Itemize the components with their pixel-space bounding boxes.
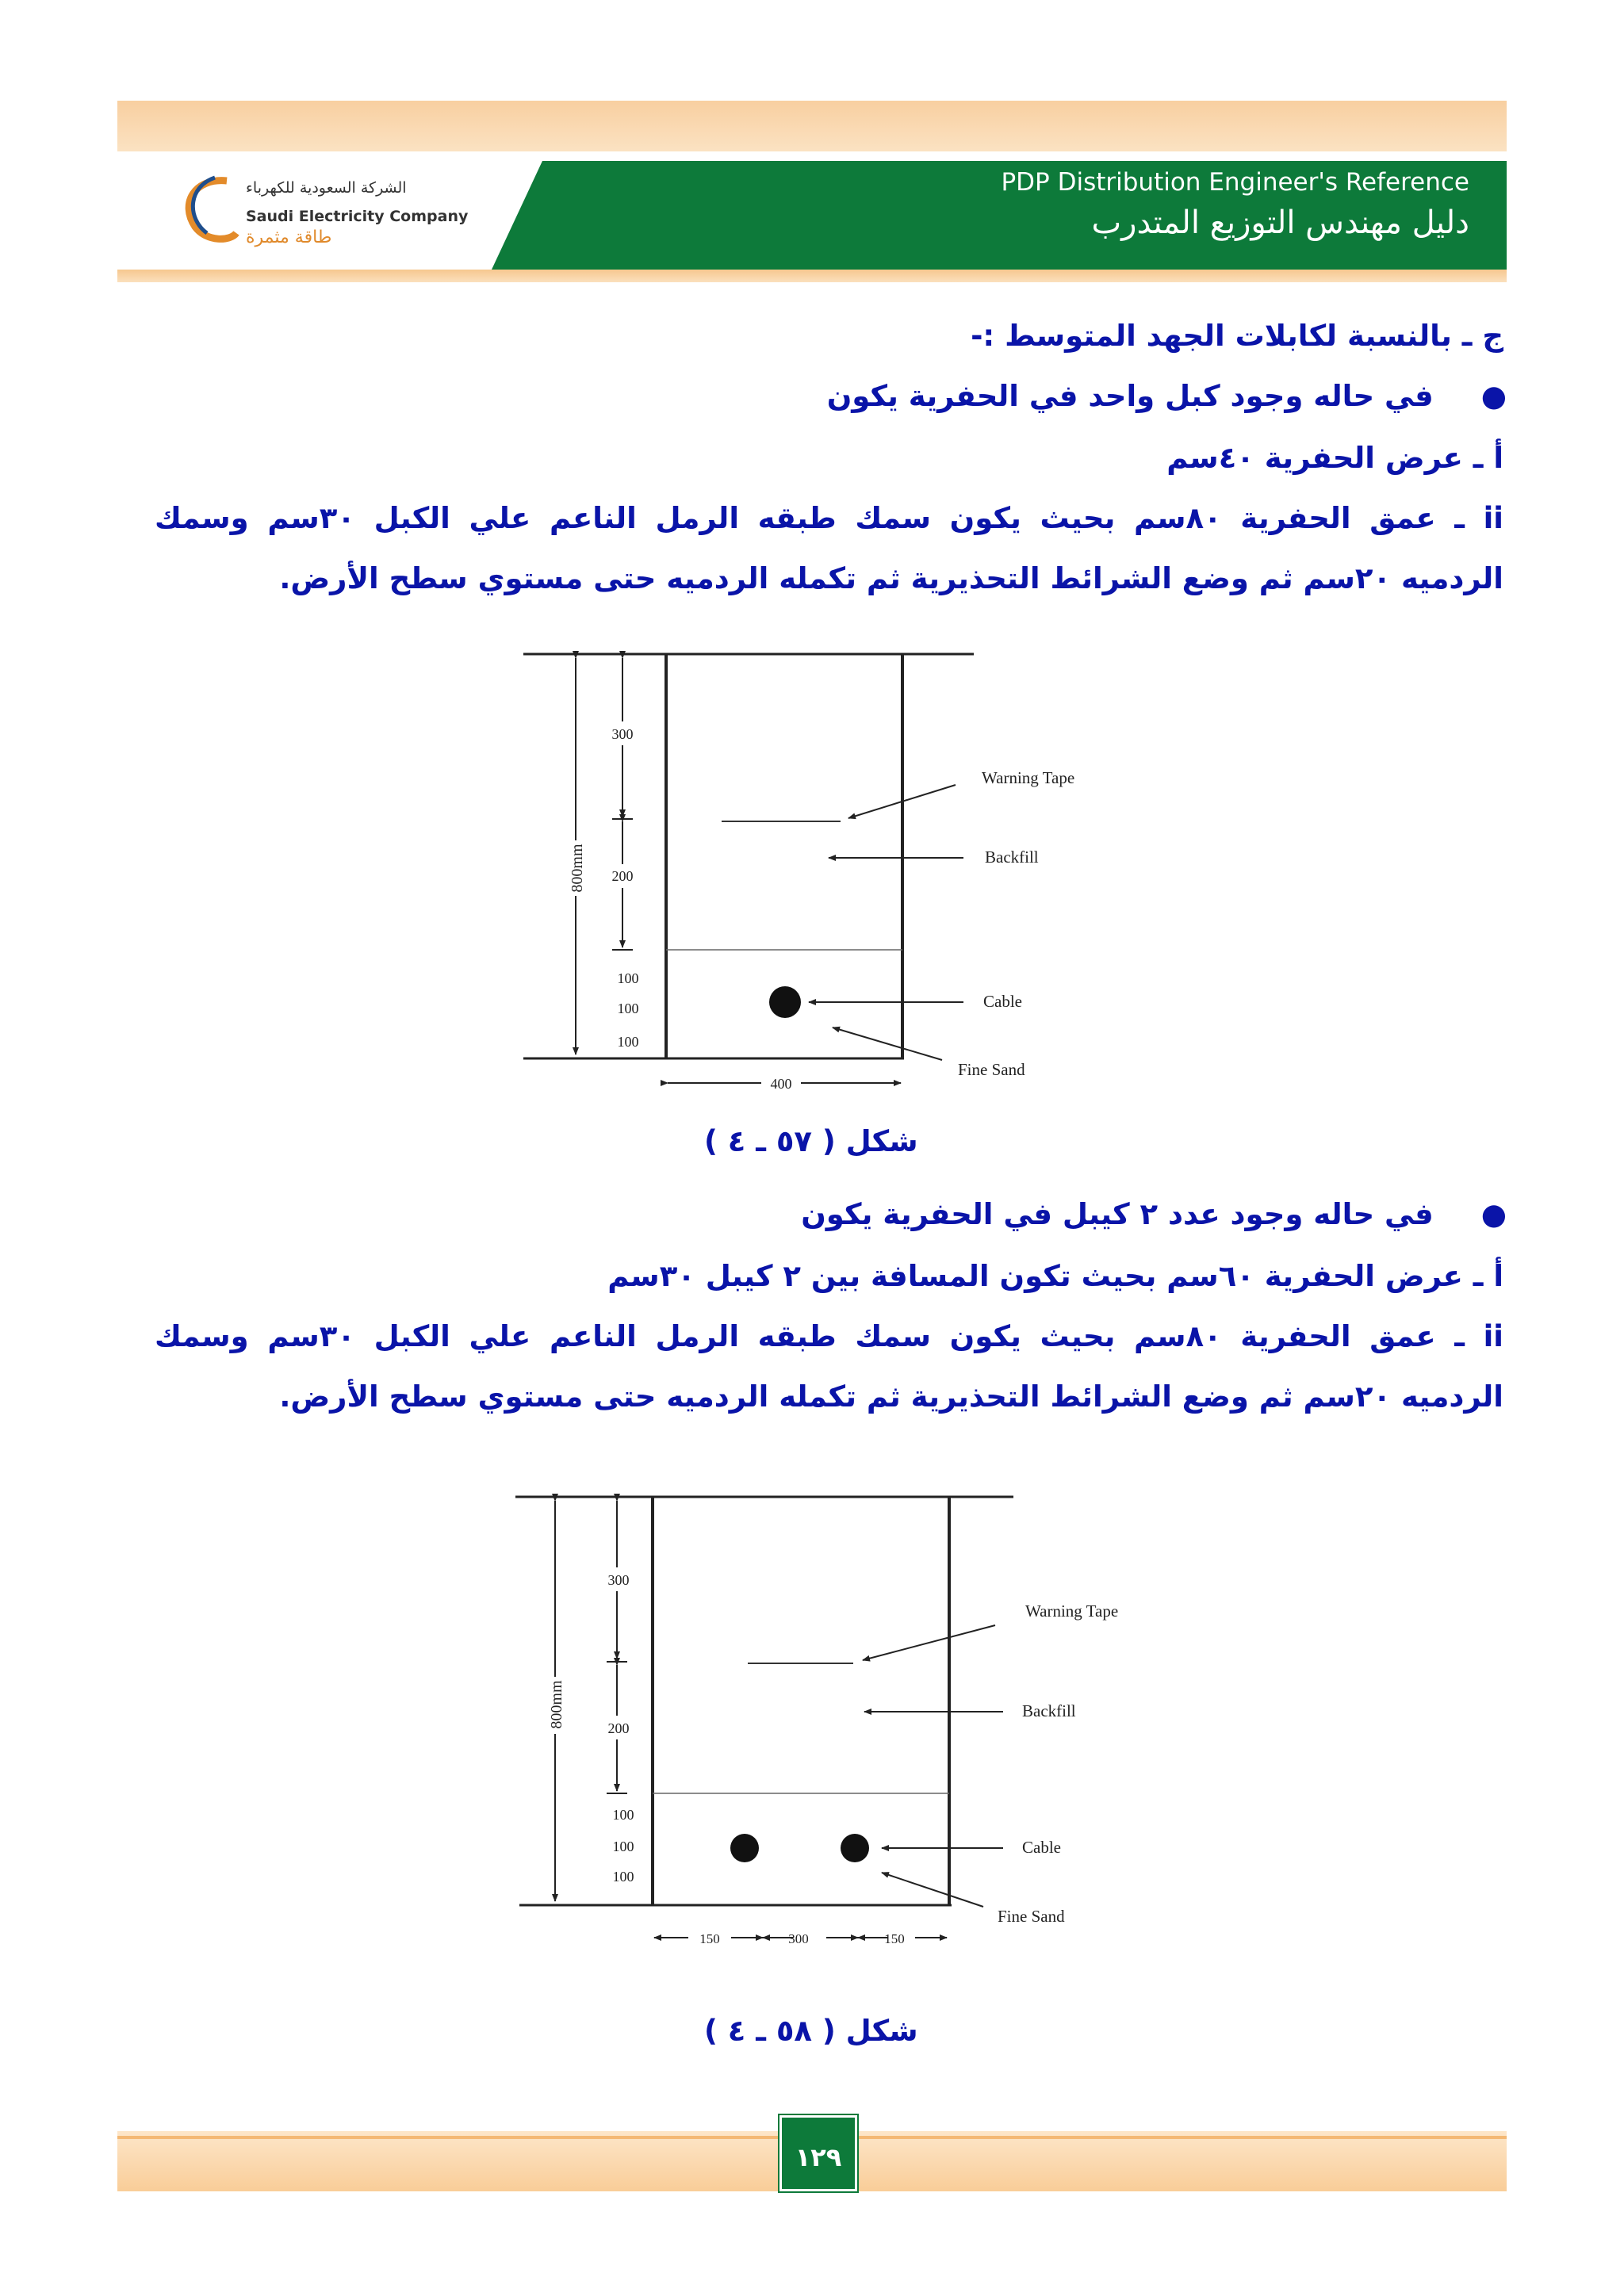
label-cable: Cable <box>983 992 1022 1011</box>
figure-2-caption: شكل ( ٥٨ ـ ٤ ) <box>704 2014 918 2048</box>
cable-2-icon <box>841 1834 869 1862</box>
width-300-middle: 300 <box>788 1931 809 1946</box>
figure-2-trench-diagram <box>508 1483 1142 1958</box>
case1-item-a: أ ـ عرض الحفرية ٤٠سم <box>1166 441 1503 475</box>
header-title-en: PDP Distribution Engineer's Reference <box>1001 168 1469 197</box>
width-150-left: 150 <box>699 1931 720 1946</box>
logo-english-name: Saudi Electricity Company <box>246 208 469 225</box>
bullet-icon: ● <box>1480 1197 1507 1231</box>
bullet-icon: ● <box>1480 379 1507 413</box>
case2-bullet-text: في حاله وجود عدد ٢ كيبل في الحفرية يكون <box>801 1197 1434 1231</box>
logo-slogan: طاقة مثمرة <box>246 228 332 247</box>
width-150-right: 150 <box>884 1931 905 1946</box>
cable-1-icon <box>730 1834 759 1862</box>
page-number: ١٢٩ <box>795 2142 842 2172</box>
label-fine-sand: Fine Sand <box>998 1907 1065 1926</box>
label-backfill: Backfill <box>985 848 1039 867</box>
dim-200: 200 <box>611 868 634 884</box>
case1-bullet <box>827 379 1507 413</box>
case2-item-b-line2: الردميه ٢٠سم ثم وضع الشرائط التحذيرية ثم تكمله الردميه حتى مستوي سطح الأرض. <box>279 1380 1503 1414</box>
depth-label: 800mm <box>569 844 586 893</box>
label-warning-tape: Warning Tape <box>982 768 1075 787</box>
label-warning-tape: Warning Tape <box>1025 1601 1119 1621</box>
figure-1-caption: شكل ( ٥٧ ـ ٤ ) <box>704 1124 918 1158</box>
label-fine-sand: Fine Sand <box>958 1060 1025 1079</box>
header-separator <box>117 151 1507 161</box>
dim-300: 300 <box>611 726 634 742</box>
dim-100-b: 100 <box>612 1839 634 1854</box>
cable-icon <box>769 986 801 1018</box>
case1-item-b-line2: الردميه ٢٠سم ثم وضع الشرائط التحذيرية ثم تكمله الردميه حتى مستوي سطح الأرض. <box>279 561 1503 595</box>
figure-1-trench-diagram <box>508 642 1110 1102</box>
header-top-band <box>117 101 1507 151</box>
dim-300: 300 <box>607 1572 630 1588</box>
label-cable: Cable <box>1022 1838 1061 1857</box>
width-400: 400 <box>770 1076 792 1092</box>
label-backfill: Backfill <box>1022 1701 1076 1720</box>
dim-100-b: 100 <box>617 1001 639 1016</box>
section-heading: ج ـ بالنسبة لكابلات الجهد المتوسط :- <box>971 319 1503 353</box>
logo-arabic-name: الشركة السعودية للكهرباء <box>246 179 407 197</box>
dim-100-c: 100 <box>612 1869 634 1885</box>
case2-item-a: أ ـ عرض الحفرية ٦٠سم بحيث تكون المسافة بين ٢ كيبل ٣٠سم <box>607 1259 1503 1293</box>
case1-item-b-line1: ii ـ عمق الحفرية ٨٠سم بحيث يكون سمك طبقه الرمل الناعم علي الكبل ٣٠سم وسمك <box>155 501 1503 535</box>
case2-item-b-line1: ii ـ عمق الحفرية ٨٠سم بحيث يكون سمك طبقه الرمل الناعم علي الكبل ٣٠سم وسمك <box>155 1319 1503 1353</box>
header-bottom-band <box>117 270 1507 282</box>
dim-100-c: 100 <box>617 1034 639 1050</box>
case2-bullet <box>801 1197 1507 1231</box>
dim-200: 200 <box>607 1720 630 1736</box>
dim-100-a: 100 <box>617 970 639 986</box>
depth-label: 800mm <box>548 1680 565 1729</box>
case1-bullet-text: في حاله وجود كبل واحد في الحفرية يكون <box>826 379 1434 413</box>
dim-100-a: 100 <box>612 1807 634 1823</box>
header-title-ar: دليل مهندس التوزيع المتدرب <box>1091 205 1469 241</box>
